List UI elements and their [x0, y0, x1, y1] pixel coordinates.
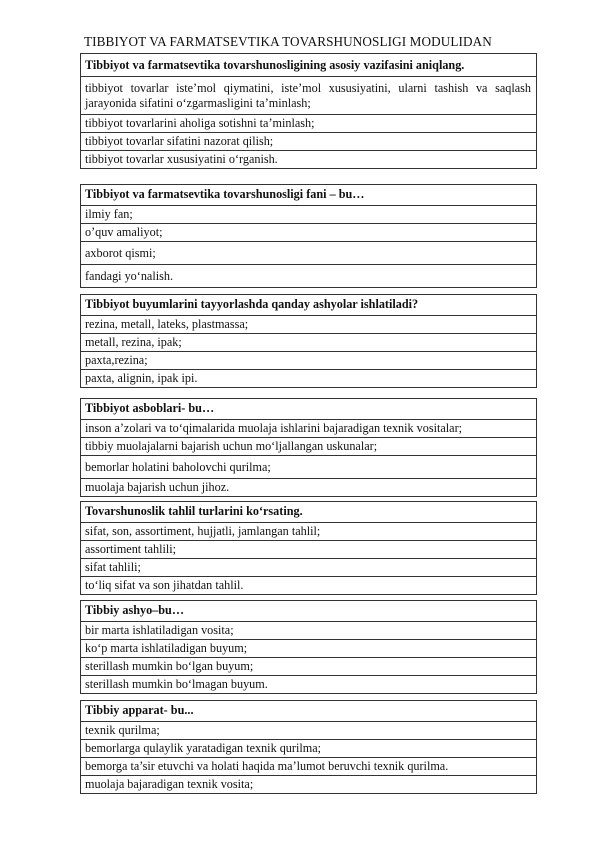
question-text: Tibbiy ashyo–bu…	[81, 601, 537, 622]
answer-option: o’quv amaliyot;	[81, 224, 537, 242]
answer-option: to‘liq sifat va son jihatdan tahlil.	[81, 577, 537, 595]
answer-option: tibbiy muolajalarni bajarish uchun mo‘ljallangan uskunalar;	[81, 438, 537, 456]
question-text: Tibbiyot buyumlarini tayyorlashda qanday ashyolar ishlatiladi?	[81, 295, 537, 316]
answer-option: inson a’zolari va to‘qimalarida muolaja ishlarini bajaradigan texnik vositalar;	[81, 420, 537, 438]
answer-option: bemorga ta’sir etuvchi va holati haqida ma’lumot beruvchi texnik qurilma.	[81, 758, 537, 776]
answer-option: sterillash mumkin bo‘lgan buyum;	[81, 658, 537, 676]
answer-option: muolaja bajarish uchun jihoz.	[81, 479, 537, 497]
answer-option: tibbiyot tovarlarini aholiga sotishni ta’minlash;	[81, 115, 537, 133]
question-table	[80, 501, 537, 595]
answer-option: bemorlar holatini baholovchi qurilma;	[81, 456, 537, 479]
question-table	[80, 398, 537, 497]
answer-option: bir marta ishlatiladigan vosita;	[81, 622, 537, 640]
question-text: Tovarshunoslik tahlil turlarini ko‘rsating.	[81, 502, 537, 523]
question-table	[80, 294, 537, 388]
answer-option: tibbiyot tovarlar sifatini nazorat qilish;	[81, 133, 537, 151]
answer-option: sifat, son, assortiment, hujjatli, jamlangan tahlil;	[81, 523, 537, 541]
answer-option: metall, rezina, ipak;	[81, 334, 537, 352]
question-text: Tibbiyot va farmatsevtika tovarshunosligining asosiy vazifasini aniqlang.	[81, 54, 537, 77]
answer-option: texnik qurilma;	[81, 722, 537, 740]
answer-option: bemorlarga qulaylik yaratadigan texnik qurilma;	[81, 740, 537, 758]
answer-option: muolaja bajaradigan texnik vosita;	[81, 776, 537, 794]
question-table	[80, 600, 537, 694]
question-text: Tibbiyot va farmatsevtika tovarshunosligi fani – bu…	[81, 185, 537, 206]
answer-option: paxta, alignin, ipak ipi.	[81, 370, 537, 388]
answer-option: tibbiyot tovarlar xususiyatini o‘rganish.	[81, 151, 537, 169]
answer-option: ilmiy fan;	[81, 206, 537, 224]
answer-option: axborot qismi;	[81, 242, 537, 265]
question-table	[80, 700, 537, 794]
answer-option: rezina, metall, lateks, plastmassa;	[81, 316, 537, 334]
answer-option: sterillash mumkin bo‘lmagan buyum.	[81, 676, 537, 694]
answer-option: assortiment tahlili;	[81, 541, 537, 559]
question-table	[80, 184, 537, 288]
answer-option: tibbiyot tovarlar iste’mol qiymatini, iste’mol xususiyatini, ularni tashish va saqlash jarayonida sifatini o‘zgarmasligini ta’minlash;	[81, 77, 537, 115]
answer-option: paxta,rezina;	[81, 352, 537, 370]
answer-option: fandagi yo‘nalish.	[81, 265, 537, 288]
answer-option: ko‘p marta ishlatiladigan buyum;	[81, 640, 537, 658]
page-title: TIBBIYOT VA FARMATSEVTIKA TOVARSHUNOSLIGI MODULIDAN	[84, 34, 492, 49]
answer-option: sifat tahlili;	[81, 559, 537, 577]
question-text: Tibbiyot asboblari- bu…	[81, 399, 537, 420]
question-table	[80, 53, 537, 169]
question-text: Tibbiy apparat- bu...	[81, 701, 537, 722]
